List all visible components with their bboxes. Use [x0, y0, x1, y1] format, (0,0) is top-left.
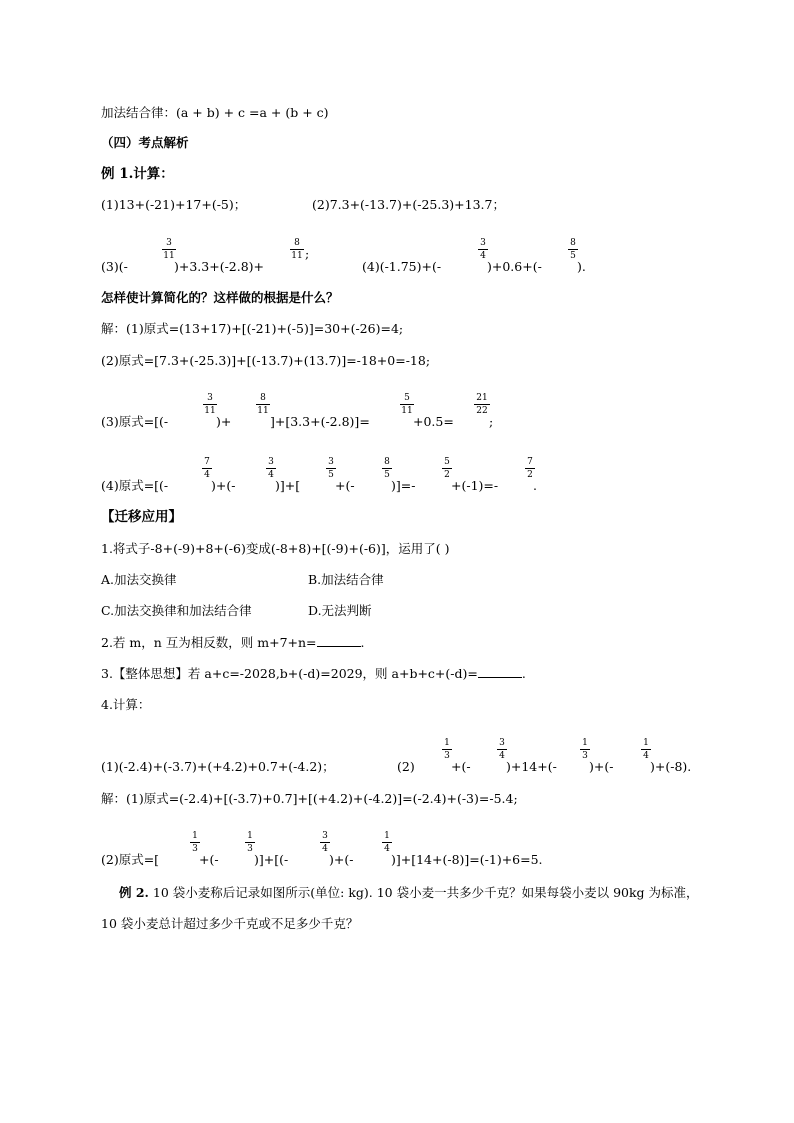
solution-4-part: )]=-	[391, 478, 416, 493]
example-1-heading: 例 1.计算：	[101, 166, 174, 182]
calc-2-part: )+(-8).	[650, 759, 692, 774]
question-3-text: 3.【整体思想】若 a+c=-2028,b+(-d)=2029，则 a+b+c+(-d)=	[101, 666, 478, 681]
fraction: 1 3	[245, 831, 255, 854]
fraction: 1 3	[580, 738, 590, 761]
fraction: 3 4	[320, 831, 330, 854]
solution-4-part: +(-1)=-	[451, 478, 499, 493]
fraction: 8 11	[291, 238, 303, 261]
calc-2-part: )+(-	[589, 759, 614, 774]
solution-4-part: )]+[	[275, 478, 301, 493]
solution-4-part: .	[533, 478, 537, 493]
answer-blank	[478, 667, 522, 678]
problem-3-part: )+3.3+(-2.8)+	[174, 259, 265, 274]
option-a: A.加法交换律	[101, 572, 177, 587]
problem-4-part: (4)(-1.75)+(-	[362, 259, 442, 274]
option-c: C.加法交换律和加法结合律	[101, 603, 252, 618]
solution-4-1: 解：(1)原式=(-2.4)+[(-3.7)+0.7]+[(+4.2)+(-4.2)]=(-2.4)+(-3)=-5.4;	[101, 791, 518, 806]
calc-2-part: )+14+(-	[506, 759, 557, 774]
problem-2: (2)7.3+(-13.7)+(-25.3)+13.7；	[312, 197, 505, 212]
question-2	[101, 636, 365, 650]
question-line: 怎样使计算简化的？这样做的根据是什么？	[101, 290, 339, 305]
fraction: 8 5	[568, 238, 578, 261]
question-2-end: .	[360, 635, 365, 650]
fraction: 3 4	[497, 738, 507, 761]
fraction: 8 5	[382, 457, 392, 480]
solution-2: (2)原式=[7.3+(-25.3)]+[(-13.7)+(13.7)]=-18+0=-18;	[101, 353, 431, 368]
question-2-text: 2.若 m，n 互为相反数，则 m+7+n=	[101, 635, 317, 650]
problem-1: (1)13+(-21)+17+(-5)；	[101, 197, 247, 212]
fraction: 21 22	[474, 393, 490, 416]
question-3-end: .	[521, 666, 526, 681]
solution-1: 解：(1)原式=(13+17)+[(-21)+(-5)]=30+(-26)=4;	[101, 321, 404, 336]
fraction: 3 11	[163, 238, 175, 261]
fraction: 3 5	[326, 457, 336, 480]
answer-blank	[317, 636, 361, 647]
solution-3-part: ]+[3.3+(-2.8)]=	[270, 414, 370, 429]
example-2-text: 10 袋小麦称后记录如图所示(单位: kg). 10 袋小麦一共多少千克？如果每袋小麦以 90kg 为标准，	[148, 885, 699, 900]
calc-2-part: (2)	[397, 759, 415, 774]
question-1: 1.将式子-8+(-9)+8+(-6)变成(-8+8)+[(-9)+(-6)]，运用了( )	[101, 541, 450, 556]
solution-3-part: +0.5=	[413, 414, 454, 429]
question-4: 4.计算：	[101, 697, 151, 712]
fraction: 7 4	[202, 457, 212, 480]
solution-4-part: +(-	[335, 478, 355, 493]
option-b: B.加法结合律	[308, 572, 384, 587]
calc-2-part: +(-	[451, 759, 471, 774]
question-3	[101, 667, 526, 681]
example-2	[119, 886, 699, 900]
problem-3-part: ;	[305, 246, 310, 261]
fraction: 5 11	[401, 393, 413, 416]
problem-4-part: )+0.6+(-	[487, 259, 542, 274]
fraction: 1 3	[190, 831, 200, 854]
fraction: 3 11	[204, 393, 216, 416]
solution-4-part: )+(-	[211, 478, 236, 493]
fraction: 3 4	[266, 457, 276, 480]
option-d: D.无法判断	[308, 603, 372, 618]
solution-4-2-part: (2)原式=[	[101, 852, 160, 867]
fraction: 3 4	[478, 238, 488, 261]
example-2-continued: 10 袋小麦总计超过多少千克或不足多少千克？	[101, 916, 359, 931]
solution-4-2-part: )]+[(-	[254, 852, 289, 867]
fraction: 1 3	[442, 738, 452, 761]
solution-4-2-part: )+(-	[329, 852, 354, 867]
solution-4-part: (4)原式=[(-	[101, 478, 169, 493]
fraction: 1 4	[382, 831, 392, 854]
transfer-heading: 【迁移应用】	[101, 509, 182, 525]
section-heading: （四）考点解析	[101, 135, 189, 150]
example-2-label: 例 2.	[119, 885, 149, 900]
fraction: 8 11	[257, 393, 269, 416]
solution-4-2-part: )]+[14+(-8)]=(-1)+6=5.	[391, 852, 543, 867]
fraction: 7 2	[525, 457, 535, 480]
solution-3-part: (3)原式=[(-	[101, 414, 169, 429]
solution-4-2-part: +(-	[199, 852, 219, 867]
problem-4-part: ).	[577, 259, 586, 274]
fraction: 5 2	[442, 457, 452, 480]
fraction: 1 4	[641, 738, 651, 761]
associative-law-line: 加法结合律：(a + b) + c =a + (b + c)	[101, 105, 329, 120]
solution-3-part: )+	[216, 414, 232, 429]
problem-3-part: (3)(-	[101, 259, 128, 274]
calc-1: (1)(-2.4)+(-3.7)+(+4.2)+0.7+(-4.2)；	[101, 759, 335, 774]
solution-3-part: ;	[489, 414, 494, 429]
